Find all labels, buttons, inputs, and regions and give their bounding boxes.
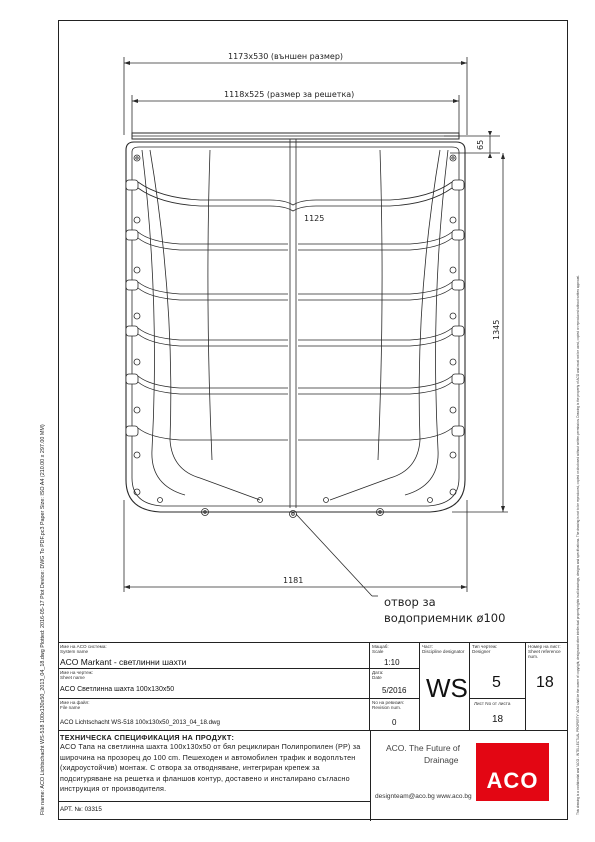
- contact-info: designteam@aco.bg www.aco.bg: [375, 793, 472, 800]
- sheet-ref-label: Номер на лист:: [528, 644, 561, 649]
- system-label-en: System name: [60, 649, 89, 654]
- sheet-no-value: 18: [492, 714, 504, 725]
- discipline-cell: [420, 643, 470, 731]
- copyright-notice: This drawing is a confidential and "ACO - INTELLECTUAL PROPERTY" ACO shall be the owner of copyright, design and other intellectual property rights in all drawings, designs and specifications. The drawing is not to be reproduced, copied or disclosed without written permission. Drawing is the property of ACO and must not be used, copied or reproduced without written approval.: [576, 275, 580, 815]
- date-label-en: Date: [372, 675, 382, 680]
- revision-label: No на ревизия:: [372, 700, 405, 705]
- sheet-ref-label-en: Sheet reference num.: [528, 649, 561, 659]
- date-value: 5/2016: [382, 686, 407, 695]
- article-number: АРТ. №: 03315: [60, 806, 102, 813]
- file-label-en: File name: [60, 705, 81, 710]
- designer-cell: [470, 643, 526, 699]
- date-label: Дата:: [372, 670, 384, 675]
- spec-divider: [58, 801, 370, 802]
- file-name-cell: [58, 699, 370, 731]
- drain-note-line1: отвор за: [384, 595, 436, 609]
- sheet-label: Име на чертеж:: [60, 670, 93, 675]
- drain-note-line2: водоприемник ø100: [384, 611, 506, 625]
- system-value: ACO Markant - светлинни шахти: [60, 657, 187, 667]
- sheet-name-cell: [58, 669, 370, 699]
- sheet-ref-cell: [526, 643, 568, 731]
- revision-value: 0: [392, 718, 397, 727]
- rung-bands: [138, 182, 452, 440]
- aco-logo-text: ACO: [486, 768, 539, 793]
- spec-body: ACO Тапа на светлинна шахта 100x130x50 от бял рециклиран Полипропилен (PP) за широчина на прозорец до 100 cm. Пешеходен и автомобилен трафик и водоплътен (хидроустойчив) монтаж. С отвора за отводняване, интегриран крепеж за подсигуряване на решетка и фланшов контур, доставено и инсталирано съгласно инструкция от производителя.: [60, 742, 361, 793]
- bolt-holes: [134, 155, 456, 518]
- discipline-label-en: Discipline designator: [422, 649, 465, 654]
- dim-label-1345: 1345: [492, 319, 501, 340]
- designer-label: Тип чертеж:: [472, 644, 498, 649]
- scale-label-en: Scale: [372, 649, 384, 654]
- brand-divider: [370, 731, 371, 821]
- dim-label-grate: 1118x525 (размер за решетка): [224, 90, 355, 99]
- sheet-label-en: Sheet name: [60, 675, 85, 680]
- technical-drawing: [59, 21, 567, 641]
- dim-label-1181: 1181: [283, 576, 304, 585]
- revision-cell: [370, 699, 420, 731]
- revision-label-en: Revision num.: [372, 705, 402, 710]
- date-cell: [370, 669, 420, 699]
- sheet-ref-value: 18: [536, 674, 554, 691]
- title-block: [58, 642, 568, 820]
- brand-line-1: ACO. The Future of: [386, 743, 461, 753]
- system-label: Име на ACO системa:: [60, 644, 107, 649]
- brand-line-2: Drainage: [424, 755, 459, 765]
- system-cell: [58, 643, 370, 669]
- aco-logo: [476, 743, 549, 801]
- scale-value: 1:10: [384, 658, 400, 667]
- dim-label-outer: 1173x530 (външен размер): [228, 52, 344, 61]
- scale-label: Мащаб:: [372, 644, 389, 649]
- discipline-value: WS: [426, 673, 468, 703]
- sheet-no-label: Лист No от листа: [474, 701, 511, 706]
- discipline-label: Част:: [422, 644, 434, 649]
- drain-leader-line: [296, 514, 372, 596]
- file-value: ACO Lichtschacht WS-518 100x130x50_2013_04_18.dwg: [60, 719, 220, 726]
- sheet-no-cell: [470, 699, 526, 731]
- dim-label-65: 65: [476, 139, 485, 150]
- designer-value: 5: [492, 674, 501, 691]
- file-label: Име на файл:: [60, 700, 90, 705]
- scale-cell: [370, 643, 420, 669]
- sheet-value: ACO Светлинна шахта 100x130x50: [60, 686, 175, 693]
- dim-label-1125: 1125: [304, 214, 325, 223]
- spec-title: ТЕХНИЧЕСКА СПЕЦИФИКАЦИЯ НА ПРОДУКТ:: [60, 733, 235, 742]
- designer-label-en: Designer: [472, 649, 491, 654]
- plot-info-text: File name: ACO Lichtschacht WS-518 100x130x50_2013_04_18.dwg Plotted: 2016-05-17 Plot Device: DWG To PDF.pc3 Paper Size: ISO A4 (210.00 x 297.00 MM): [40, 424, 46, 815]
